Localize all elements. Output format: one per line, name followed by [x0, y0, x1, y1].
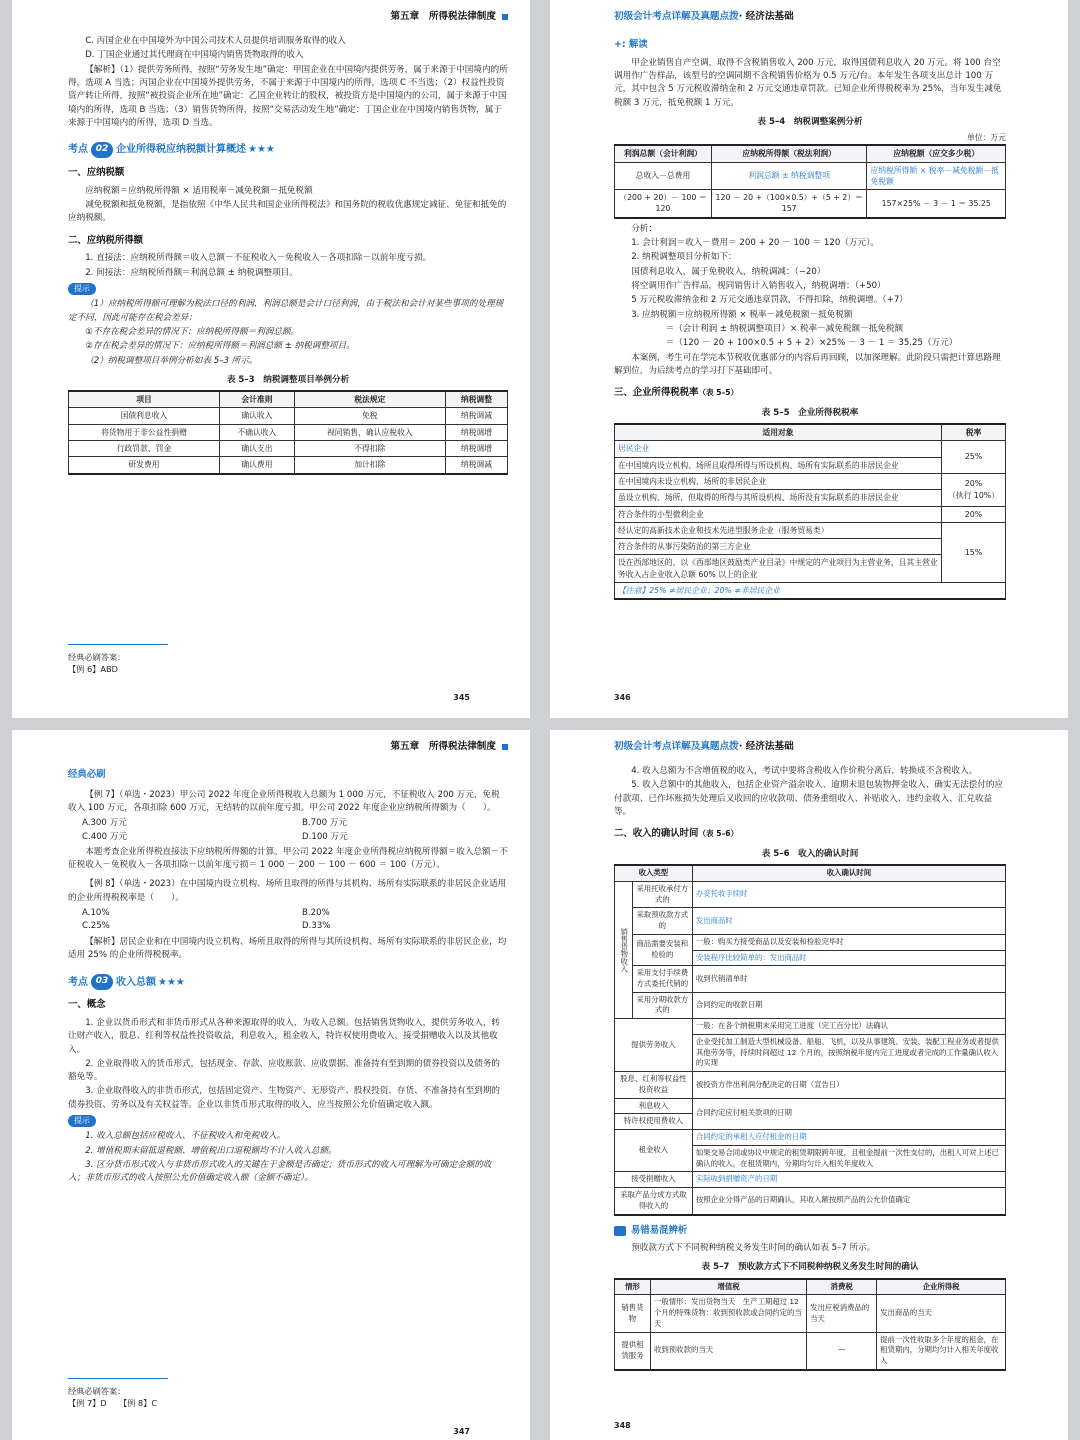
page-header [68, 0, 508, 34]
rate-cell: 20% [942, 506, 1006, 522]
section-tag: （表 5–5） [698, 388, 739, 398]
header-square-icon [502, 14, 508, 20]
answer-text: 【例 6】ABD [68, 664, 118, 675]
analysis-line: 3. 应纳税额＝应纳税所得额 × 税率－减免税额－抵免税额 [631, 309, 853, 320]
table-row [615, 1295, 1006, 1332]
kp-title: 收入总额 [116, 976, 156, 988]
answer-box [68, 644, 168, 676]
table-cell: 在中国境内未设立机构、场所的非居民企业 [615, 473, 942, 489]
question-8-options [68, 907, 508, 934]
header-subtitle: · 经济法基础 [738, 740, 794, 752]
page-number: 345 [453, 692, 470, 702]
table-header: 情形 [615, 1279, 651, 1295]
book-icon [614, 1226, 626, 1236]
kp-prefix: 考点 [68, 976, 88, 988]
table-cell: 合同约定应付相关款项的日期 [692, 1098, 1005, 1129]
table-row [615, 473, 1006, 489]
table-cell: 合同约定的承租人应付租金的日期 [692, 1130, 1005, 1146]
table-cell: 符合条件的从事污染防治的第三方企业 [615, 539, 942, 555]
table-cell: 提供劳务收入 [615, 1019, 693, 1072]
table-cell: 利息收入 [615, 1098, 693, 1114]
exercise-heading: 经典必刷 [68, 769, 106, 780]
header-title: 初级会计考点详解及真题点拨 [614, 740, 739, 752]
page-number: 348 [614, 1420, 631, 1430]
analysis-line: 本案例，考生可在学完本节税收优惠部分的内容后再回顾，以加深理解。此阶段只需把计算思路理解到位，为后续考点的学习打下基础即可。 [614, 352, 1001, 376]
paragraph: 甲企业销售自产空调，取得不含税销售收入 200 万元，取得国债利息收入 20 万元。将 100 台空调用作广告样品，该型号的空调同期不含税销售价格为 0.5 万元/台。本年发生各项支出总计 100 万元，其中包含 5 万元税收滞纳金和 2 万元交通违章罚款。已知企业所得税税率为 25%，当年发生减免税额 3 万元，抵免税额 1 万元。 [614, 57, 1002, 108]
page-header [68, 730, 508, 764]
table-row [615, 1332, 1006, 1370]
table-5-5 [614, 423, 1006, 600]
option: B.700 万元 [302, 818, 347, 829]
option-c: C. 丙国企业在中国境外为中国公司技术人员提供培训服务取得的收入 [85, 36, 346, 46]
table-cell: 实际收到捐赠资产的日期 [692, 1172, 1005, 1188]
page-number: 346 [614, 692, 631, 702]
table-cell: 加计扣除 [294, 457, 445, 474]
table-row [615, 1188, 1006, 1215]
table-cell: 收到预收款的当天 [651, 1332, 807, 1370]
table-cell: 一般情形：发出货物当天 生产工期超过 12 个月的特殊货物：收到预收款或合同约定的当天 [651, 1295, 807, 1332]
table-cell: 采用支付手续费方式委托代销的 [632, 966, 692, 992]
header-square-icon [502, 744, 508, 750]
table-cell: 确认费用 [219, 457, 294, 474]
tip-text: ②存在税会差异的情况下：应纳税所得额＝利润总额 ± 纳税调整项目。 [85, 341, 355, 352]
table-cell: 免税 [294, 408, 445, 424]
table-row [615, 583, 1006, 600]
table-row [615, 1172, 1006, 1188]
page-345 [12, 0, 530, 718]
table-cell: 纳税调减 [445, 408, 507, 424]
table-header: 会计准则 [219, 391, 294, 408]
table-cell: 采用分期收款方式的 [632, 992, 692, 1018]
tip-text: 1. 收入总额包括应税收入、不征税收入和免税收入。 [85, 1131, 286, 1142]
tip-text: （2）纳税调整项目举例分析如表 5–3 所示。 [85, 355, 258, 366]
kp-heading [68, 142, 508, 158]
table-cell: 行政罚款、罚金 [69, 441, 220, 457]
table-cell: 采取产品分成方式取得收入的 [615, 1188, 693, 1215]
table-header: 增值税 [651, 1279, 807, 1295]
header-title: 第五章 所得税法律制度 [390, 740, 496, 752]
rate-cell: 25% [942, 441, 1006, 474]
table-cell: 收到代销清单时 [692, 966, 1005, 992]
table-header: 消费税 [807, 1279, 877, 1295]
table-cell: 一般：购买方接受商品以及安装和检验完毕时 [692, 934, 1005, 950]
group-cell: 销售货物收入 [615, 881, 633, 1018]
table-cell: 纳税调增 [445, 424, 507, 440]
table-row [69, 441, 508, 457]
analysis: 【解析】居民企业和在中国境内设立机构、场所且取得的所得与其所设机构、场所有实际联系的非居民企业，均适用 25% 的企业所得税税率。 [68, 936, 507, 961]
table-cell: 总收入－总费用 [615, 162, 712, 190]
option: D.100 万元 [302, 831, 348, 842]
table-cell: 特许权使用费收入 [615, 1114, 693, 1130]
table-cell: 股息、红利等权益性投资收益 [615, 1072, 693, 1098]
rate-note: （执行 10%） [948, 490, 999, 500]
answer-label: 经典必刷答案： [68, 1385, 126, 1396]
kp-stars: ★★★ [158, 976, 185, 988]
table-row [615, 506, 1006, 522]
table-5-4 [614, 144, 1006, 218]
table-cell: 接受捐赠收入 [615, 1172, 693, 1188]
table-cell: 确认收入 [219, 408, 294, 424]
analysis-line: 1. 会计利润＝收入－费用＝ 200 + 20 － 100 ＝ 120（万元）。 [631, 238, 879, 249]
table-cell: 企业受托加工制造大型机械设备、船舶、飞机，以及从事建筑、安装、装配工程业务或者提供其他劳务等，持续时间超过 12 个月的，按照纳税年度内完工进度或者完成的工作量确认收入的实现 [692, 1034, 1005, 1071]
table-row [615, 1072, 1006, 1098]
table-cell: 被投资方作出利润分配决定的日期（宣告日） [692, 1072, 1005, 1098]
option: C.25% [82, 921, 110, 932]
table-cell: 不得扣除 [294, 441, 445, 457]
error-prone-heading [614, 1224, 1006, 1239]
table-cell: 经认定的高新技术企业和技术先进型服务企业（服务贸易类） [615, 522, 942, 538]
table-note: 【注意】25% ≠居民企业；20% ≠非居民企业 [615, 583, 1006, 600]
table-caption: 表 5–6 收入的确认时间 [761, 848, 859, 859]
section-title: 二、收入的确认时间 [614, 828, 699, 840]
page-347 [12, 730, 530, 1440]
table-cell: 应纳税所得额 × 税率－减免税额－抵免税额 [867, 162, 1006, 190]
section-heading: 一、概念 [68, 999, 106, 1011]
table-cell: 提供租赁服务 [615, 1332, 651, 1370]
table-cell: 设在西部地区的，以《西部地区鼓励类产业目录》中规定的产业项目为主营业务，且其主营业务收入占企业收入总额 60% 以上的企业 [615, 555, 942, 583]
section-tag: （表 5–6） [698, 829, 739, 839]
paragraph: 2. 企业取得收入的货币形式，包括现金、存款、应收账款、应收票据、准备持有至到期的债券投资以及债务的豁免等。 [68, 1058, 501, 1083]
table-row [615, 162, 1006, 190]
question-8: 【例 8】（单选・2023）在中国境内设立机构、场所且取得的所得与其机构、场所有实际联系的非居民企业适用的企业所得税税率是（ ）。 [68, 879, 507, 903]
table-cell: 一般：在各个纳税期末采用完工进度（完工百分比）法确认 [692, 1019, 1005, 1035]
table-header: 纳税调整 [445, 391, 507, 408]
table-cell: 视同销售，确认应税收入 [294, 424, 445, 440]
table-cell: （200 + 20）－ 100 ＝ 120 [615, 190, 712, 218]
page-number: 347 [453, 1426, 470, 1436]
header-subtitle: · 经济法基础 [738, 10, 794, 22]
kp-title: 企业所得税应纳税额计算概述 [116, 144, 246, 156]
option: D.33% [302, 921, 331, 932]
table-cell: 采取预收款方式的 [632, 908, 692, 934]
table-row [615, 441, 1006, 457]
analysis-line: 国债利息收入，属于免税收入，纳税调减：（−20） [631, 266, 826, 277]
table-row [615, 992, 1006, 1018]
kp-prefix: 考点 [68, 144, 88, 156]
table-header: 项目 [69, 391, 220, 408]
table-cell: 120 － 20 +（100×0.5）+（5 + 2）＝ 157 [711, 190, 867, 218]
page-346 [550, 0, 1068, 718]
table-header: 利润总额（会计利润） [615, 145, 712, 162]
question-7-options [68, 817, 508, 844]
table-cell: 在中国境内设立机构、场所且取得所得与所设机构、场所有实际联系的非居民企业 [615, 457, 942, 473]
section-heading [614, 386, 1006, 401]
analysis-line: ＝（120 － 20 + 100×0.5 + 5 + 2）×25% － 3 － 1 ＝ 35.25（万元） [665, 338, 958, 349]
table-cell: 按照企业分得产品的日期确认，其收入额按照产品的公允价值确定 [692, 1188, 1005, 1215]
table-cell: 纳税调减 [445, 457, 507, 474]
analysis-line: 将空调用作广告样品，视同销售计入销售收入，纳税调增：（+50） [631, 280, 886, 291]
option: B.20% [302, 908, 330, 919]
kp-number: 03 [91, 974, 113, 990]
table-row [615, 1130, 1006, 1146]
tip-text: 2. 增值税期末留抵退税额、增值税出口退税额均不计入收入总额。 [85, 1145, 337, 1156]
table-cell: 合同约定的收款日期 [692, 992, 1005, 1018]
analysis-line: ＝（会计利润 ± 纳税调整项目）× 税率－减免税额－抵免税额 [665, 323, 904, 334]
table-cell: — [807, 1332, 877, 1370]
table-caption: 表 5–5 企业所得税税率 [761, 407, 859, 418]
table-cell: 如果交易合同或协议中规定的租赁期限跨年度，且租金提前一次性支付的，出租人可对上述已确认的收入，在租赁期内，分期均匀计入相关年度收入 [692, 1145, 1005, 1171]
rate-value: 20% [964, 479, 983, 489]
tip-text: 3. 区分货币形式收入与非货币形式收入的关键在于金额是否确定；货币形式的收入可理解为可确定金额的收入；非货币形式的收入按照公允价值确定收入额（金额不确定）。 [68, 1160, 492, 1184]
table-cell: 租金收入 [615, 1130, 693, 1172]
table-row [69, 424, 508, 440]
table-caption: 表 5–4 纳税调整案例分析 [757, 116, 863, 127]
paragraph: 4. 收入总额为不含增值税的收入，考试中要将含税收入作价税分离后，转换成不含税收入。 [631, 766, 978, 776]
table-cell: 销售货物 [615, 1295, 651, 1332]
analysis-line: 2. 纳税调整项目分析如下： [631, 252, 737, 263]
header-title: 第五章 所得税法律制度 [390, 10, 496, 22]
table-header: 收入确认时间 [692, 865, 1005, 881]
kp-number: 02 [91, 142, 113, 158]
table-caption: 表 5–7 预收款方式下不同税种纳税义务发生时间的确认 [701, 1262, 919, 1273]
option: C.400 万元 [82, 831, 128, 842]
option-d: D. 丁国企业通过其代理商在中国境内销售货物取得的收入 [85, 50, 304, 61]
table-cell: 利润总额 ± 纳税调整项 [711, 162, 867, 190]
table-cell: 纳税调增 [445, 441, 507, 457]
table-caption: 表 5–3 纳税调整项目举例分析 [226, 374, 350, 385]
table-cell: 提前一次性收取多个年度的租金，在租赁期内，分期均匀计入相关年度收入 [877, 1332, 1006, 1370]
paragraph: 1. 企业以货币形式和非货币形式从各种来源取得的收入，为收入总额。包括销售货物收入，提供劳务收入，转让财产收入，股息、红利等权益性投资收益，利息收入，租金收入，特许权使用费收入，接受捐赠收入以及其他收入。 [68, 1017, 501, 1055]
table-cell: 不确认收入 [219, 424, 294, 440]
table-header: 税率 [942, 424, 1006, 441]
analysis: 【解析】（1）提供劳务所得，按照“劳务发生地”确定：甲国企业在中国境内提供劳务，属于来源于中国境内的所得，选项 A 当选；丙国企业在中国境外提供劳务，不属于来源于中国境内的所得，选项 C 不当选；（2）权益性投资资产转让所得，按照“被投资企业所在地”确定：乙国企业转让的股权，被投资方是中国境内的公司，属于来源于中国境内的所得，选项 B 当选；（3）销售货物所得，按照“交易活动发生地”确定：丁国企业在中国境内销售货物，属于来源于中国境内的所得，选项 D 当选。 [68, 64, 508, 128]
kp-heading [68, 974, 508, 990]
table-5-6 [614, 864, 1006, 1215]
section-title: 三、企业所得税税率 [614, 387, 699, 399]
table-cell: 虽设立机构、场所，但取得的所得与其所设机构、场所没有实际联系的非居民企业 [615, 490, 942, 506]
table-row [615, 1019, 1006, 1035]
tip-badge: 提示 [68, 283, 96, 295]
paragraph: 1. 直接法：应纳税所得额＝收入总额－不征税收入－免税收入－各项扣除－以前年度亏损。 [85, 253, 432, 264]
paragraph: 5. 收入总额中的其他收入，包括企业资产溢余收入、逾期未退包装物押金收入、确实无法偿付的应付款项、已作坏账损失处理后又收回的应收款项、债务重组收入、补贴收入、违约金收入、汇兑收益等。 [614, 780, 1004, 817]
table-cell: 安装程序比较简单的：发出商品时 [692, 950, 1005, 966]
paragraph: 3. 企业取得收入的非货币形式，包括固定资产、生物资产、无形资产、股权投资、存货、不准备持有至到期的债券投资、劳务以及有关权益等。企业以非货币形式取得的收入，应当按照公允价值确定收入额。 [68, 1086, 501, 1110]
analysis-label: 分析： [631, 223, 657, 234]
table-cell: 157×25% － 3 － 1 ＝ 35.25 [867, 190, 1006, 218]
option: A.10% [82, 908, 110, 919]
table-cell: 符合条件的小型微利企业 [615, 506, 942, 522]
kp-stars: ★★★ [248, 144, 275, 156]
table-row [69, 408, 508, 424]
interpretation-heading: +: 解读 [614, 39, 648, 50]
table-row [615, 908, 1006, 934]
table-cell: 采用托收承付方式的 [632, 881, 692, 907]
table-unit: 单位：万元 [967, 133, 1006, 143]
section-heading: 一、应纳税额 [68, 167, 125, 179]
table-5-7 [614, 1278, 1006, 1371]
answer-text: 【例 7】D 【例 8】C [68, 1398, 158, 1409]
table-row [615, 934, 1006, 950]
section-heading: 二、应纳税所得额 [68, 234, 144, 246]
paragraph: 减免税额和抵免税额，是指依照《中华人民共和国企业所得税法》和国务院的税收优惠规定减征、免征和抵免的应纳税额。 [68, 200, 507, 224]
tip-text: ①不存在税会差异的情况下：应纳税所得额＝利润总额。 [85, 326, 300, 337]
tip-badge: 提示 [68, 1115, 96, 1127]
table-cell: 将货物用于非公益性捐赠 [69, 424, 220, 440]
tip-text: （1）应纳税所得额可理解为税法口径的利润，利润总额是会计口径利润，由于税法和会计对某些事项的处理规定不同，因此可能存在税会差异： [68, 299, 504, 323]
table-cell: 国债利息收入 [69, 408, 220, 424]
formula: 应纳税额＝应纳税所得额 × 适用税率－减免税额－抵免税额 [85, 185, 313, 196]
table-cell: 研发费用 [69, 457, 220, 474]
table-header: 应纳税额（应交多少税） [867, 145, 1006, 162]
section-heading [614, 827, 1006, 842]
page-header [614, 0, 1006, 34]
table-header: 企业所得税 [877, 1279, 1006, 1295]
question-7: 【例 7】（单选・2023）甲公司 2022 年度企业所得税收入总额为 1 000 万元，不征税收入 200 万元，免税收入 100 万元，各项扣除 600 万元，无结转的以前年度亏损。甲公司 2022 年度企业应纳税所得额为（ ）。 [68, 789, 500, 813]
table-row [69, 457, 508, 474]
option: A.300 万元 [82, 818, 127, 829]
analysis: 本题考查企业所得税直接法下应纳税所得额的计算。甲公司 2022 年度企业所得税应纳税所得额＝收入总额－不征税收入－免税收入－各项扣除－以前年度亏损＝ 1 000 － 200 － 100 － 600 ＝ 100（万元）。 [68, 846, 508, 871]
table-header: 收入类型 [615, 865, 693, 881]
table-5-3 [68, 390, 508, 474]
paragraph: 预收款方式下不同税种纳税义务发生时间的确认如表 5–7 所示。 [631, 1243, 876, 1254]
table-row [615, 522, 1006, 538]
answer-box [68, 1378, 168, 1410]
table-row [615, 1098, 1006, 1114]
table-cell: 居民企业 [615, 441, 942, 457]
table-header: 适用对象 [615, 424, 942, 441]
table-cell: 办妥托收手续时 [692, 881, 1005, 907]
header-title: 初级会计考点详解及真题点拨 [614, 10, 739, 22]
table-header: 税法规定 [294, 391, 445, 408]
page-header [614, 730, 1006, 764]
rate-cell: 15% [942, 522, 1006, 582]
table-row [615, 966, 1006, 992]
paragraph: 2. 间接法：应纳税所得额＝利润总额 ± 纳税调整项目。 [85, 267, 298, 278]
table-row [615, 190, 1006, 218]
table-cell: 发出商品的当天 [877, 1295, 1006, 1332]
table-cell: 发出商品时 [692, 908, 1005, 934]
analysis-line: 5 万元税收滞纳金和 2 万元交通违章罚款，不得扣除，纳税调增。（+7） [631, 295, 908, 306]
table-row [615, 881, 1006, 907]
table-cell: 确认支出 [219, 441, 294, 457]
page-348 [550, 730, 1068, 1440]
answer-label: 经典必刷答案： [68, 651, 126, 662]
table-header: 应纳税所得额（税法利润） [711, 145, 867, 162]
error-prone-title: 易错易混辨析 [631, 1224, 688, 1236]
rate-cell [942, 473, 1006, 506]
table-cell: 商品需要安装和检验的 [632, 934, 692, 965]
table-cell: 发出应税消费品的当天 [807, 1295, 877, 1332]
